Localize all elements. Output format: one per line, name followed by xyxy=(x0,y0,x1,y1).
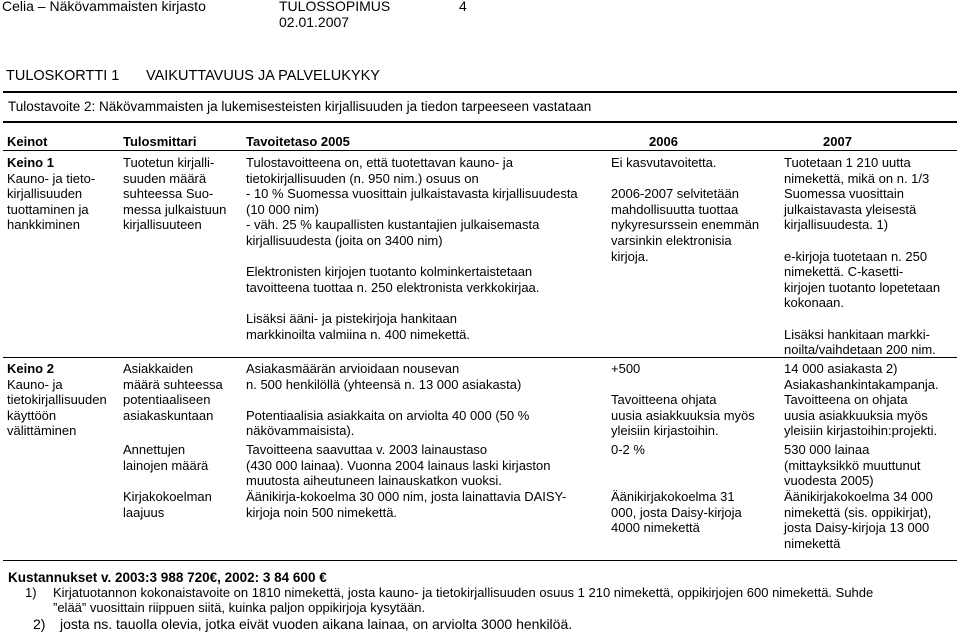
y2006-line: +500 xyxy=(611,361,641,376)
row2b-tulosmittari xyxy=(123,442,208,473)
header-date: 02.01.2007 xyxy=(279,14,350,30)
mittari-line: Kirjakokoelman xyxy=(123,489,212,504)
tavoite-line: markkinoilta valmiina n. 400 nimekettä. xyxy=(246,326,470,342)
mittari-line: messa julkaistuun xyxy=(123,201,227,217)
keino2-line: Kauno- ja xyxy=(7,376,63,392)
tavoite-line: Äänikirja-kokoelma 30 000 nim, josta lainattavia DAISY- xyxy=(246,489,567,504)
y2007-line: 530 000 lainaa xyxy=(784,442,870,457)
rule-header-bottom xyxy=(3,150,957,151)
keino2-title: Keino 2 xyxy=(7,361,54,376)
card-title: VAIKUTTAVUUS JA PALVELUKYKY xyxy=(146,68,380,84)
y2007-line xyxy=(784,311,940,327)
y2006-line: 000, josta Daisy-kirjoja xyxy=(611,504,742,520)
row1-2007 xyxy=(784,155,940,358)
col-header-2006: 2006 xyxy=(649,134,678,149)
y2006-line: Tavoitteena ohjata xyxy=(611,392,717,408)
y2007-line: noilta/vaihdetaan 200 nim. xyxy=(784,342,936,358)
keino1-title: Keino 1 xyxy=(7,155,54,170)
row2a-tavoitetaso xyxy=(246,361,529,439)
footnote-1-line1: Kirjatuotannon kokonaistavoite on 1810 nimekettä, josta kauno- ja tietokirjallisuuden osuus 1 210 nimekettä, oppikirjojen 600 nimekettä. Suhde xyxy=(53,585,874,600)
tavoite-line xyxy=(246,392,529,408)
mittari-line: suuden määrä xyxy=(123,170,207,186)
y2006-line: 0-2 % xyxy=(611,442,645,457)
tavoite-line: tietokirjallisuuden (n. 950 nim.) osuus on xyxy=(246,170,479,186)
row2a-2007 xyxy=(784,361,939,439)
rule-row1-bottom xyxy=(3,357,957,358)
y2007-line: Suomessa vuosittain xyxy=(784,186,904,202)
y2006-line xyxy=(611,171,759,187)
footnote-2-text: josta ns. tauolla olevia, jotka eivät vuoden aikana lainaa, on arviolta 3000 henkilöä. xyxy=(60,616,573,632)
y2007-line: e-kirjoja tuotetaan n. 250 xyxy=(784,248,928,264)
mittari-line: Asiakkaiden xyxy=(123,361,194,376)
col-header-2007: 2007 xyxy=(823,134,852,149)
y2007-line: kirjojen tuotanto lopetetaan xyxy=(784,279,941,295)
y2006-line: Ei kasvutavoitetta. xyxy=(611,155,717,170)
y2007-line: yleisiin kirjastoihin:projekti. xyxy=(784,423,938,439)
row2b-2006 xyxy=(611,442,645,458)
tavoite-line: - väh. 25 % kaupallisten kustantajien julkaisemasta xyxy=(246,217,540,233)
tavoite-line: tavoitteena tuottaa n. 250 elektronista verkkokirjaa. xyxy=(246,279,540,295)
footnote-1-line2: ”elää” vuosittain riippuen siitä, kuinka paljon oppikirjoja kysytään. xyxy=(53,600,426,615)
tavoite-line: Asiakasmäärän arvioidaan nousevan xyxy=(246,361,460,376)
y2007-line: Tuotetaan 1 210 uutta xyxy=(784,155,911,170)
tavoite-line: muutosta aiheutuneen lainauskatkon vuoksi. xyxy=(246,473,502,489)
tavoite-line: n. 500 henkilöllä (yhteensä n. 13 000 asiakasta) xyxy=(246,376,522,392)
y2006-line: yleisiin kirjastoihin. xyxy=(611,423,719,439)
footnote-1-number: 1) xyxy=(25,585,37,600)
tavoite-line: - 10 % Suomessa vuosittain julkaistavasta kirjallisuudesta xyxy=(246,186,578,202)
y2007-line: (mittayksikkö muuttunut xyxy=(784,457,921,473)
y2007-line: kirjallisuudesta. 1) xyxy=(784,217,889,233)
y2006-line: kirjoja. xyxy=(611,248,649,264)
y2006-line xyxy=(611,377,755,393)
keino2-line: tietokirjallisuuden xyxy=(7,392,107,408)
tavoite-line: Potentiaalisia asiakkaita on arviolta 40 000 (50 % xyxy=(246,407,530,423)
row2c-2006 xyxy=(611,489,742,536)
y2007-line: kokonaan. xyxy=(784,295,844,311)
tavoite-line xyxy=(246,295,578,311)
rule-top xyxy=(3,91,957,93)
keino1-line: hankkiminen xyxy=(7,217,80,233)
y2007-line: nimekettä (sis. oppikirjat), xyxy=(784,504,932,520)
y2007-line: Lisäksi hankitaan markki- xyxy=(784,326,930,342)
header-doc-title: TULOSSOPIMUS xyxy=(279,0,391,14)
tavoite-line: kirjallisuudesta (joita on 3400 nim) xyxy=(246,232,443,248)
y2007-line: julkaistavasta yleisestä xyxy=(784,201,917,217)
keino1-line: kirjallisuuden xyxy=(7,186,83,202)
row2b-2007 xyxy=(784,442,921,489)
col-header-tulosmittari: Tulosmittari xyxy=(123,134,197,149)
y2007-line: nimekettä. C-kasetti- xyxy=(784,264,904,280)
tavoite-line: Tavoitteena saavuttaa v. 2003 lainaustaso xyxy=(246,442,488,457)
y2006-line: uusia asiakkuuksia myös xyxy=(611,407,755,423)
tavoite-line: kirjoja noin 500 nimekettä. xyxy=(246,504,398,520)
keino2-line: käyttöön xyxy=(7,407,57,423)
y2007-line: nimekettä, mikä on n. 1/3 xyxy=(784,170,930,186)
y2007-line xyxy=(784,233,940,249)
row2-keinot xyxy=(7,361,107,439)
row1-2006 xyxy=(611,155,759,264)
tavoite-line: Lisäksi ääni- ja pistekirjoja hankitaan xyxy=(246,310,458,326)
mittari-line: potentiaaliseen xyxy=(123,392,211,408)
tavoite-line: Tulostavoitteena on, että tuotettavan kauno- ja xyxy=(246,155,513,170)
y2006-line: varsinkin elektronisia xyxy=(611,232,732,248)
y2007-line: Asiakashankintakampanja. xyxy=(784,376,939,392)
mittari-line: asiakaskuntaan xyxy=(123,407,214,423)
row2a-tulosmittari xyxy=(123,361,223,423)
keino2-line: välittäminen xyxy=(7,423,77,439)
col-header-tavoitetaso: Tavoitetaso 2005 xyxy=(246,134,350,149)
mittari-line: laajuus xyxy=(123,504,165,520)
tavoite-line: (10 000 nim) xyxy=(246,201,319,217)
y2007-line: Äänikirjakokoelma 34 000 xyxy=(784,489,933,504)
keino1-line: tuottaminen ja xyxy=(7,201,89,217)
mittari-line: lainojen määrä xyxy=(123,457,209,473)
row2a-2006 xyxy=(611,361,755,439)
keino1-line: Kauno- ja tieto- xyxy=(7,170,96,186)
y2007-line: vuodesta 2005) xyxy=(784,473,874,489)
row2c-tavoitetaso xyxy=(246,489,566,520)
card-label: TULOSKORTTI 1 xyxy=(6,68,120,84)
y2006-line: nykyresurssein enemmän xyxy=(611,217,760,233)
y2007-line: nimekettä xyxy=(784,535,841,551)
row2b-tavoitetaso xyxy=(246,442,551,489)
goal-text: Tulostavoite 2: Näkövammaisten ja lukemisesteisten kirjallisuuden ja tiedon tarpeeseen vastataan xyxy=(8,99,592,114)
y2007-line: Tavoitteena on ohjata xyxy=(784,392,908,408)
y2006-line: 4000 nimekettä xyxy=(611,520,700,536)
y2006-line: mahdollisuutta tuottaa xyxy=(611,201,739,217)
tavoite-line xyxy=(246,249,578,265)
y2007-line: uusia asiakkuuksia myös xyxy=(784,407,928,423)
mittari-line: määrä suhteessa xyxy=(123,376,223,392)
mittari-line: kirjallisuuteen xyxy=(123,217,202,233)
tavoite-line: näkövammaisista). xyxy=(246,423,355,439)
y2007-line: josta Daisy-kirjoja 13 000 xyxy=(784,520,930,536)
header-org: Celia – Näkövammaisten kirjasto xyxy=(2,0,206,14)
y2006-line: Äänikirjakokoelma 31 xyxy=(611,489,735,504)
y2007-line: 14 000 asiakasta 2) xyxy=(784,361,898,376)
costs-line: Kustannukset v. 2003:3 988 720€, 2002: 3 84 600 € xyxy=(8,570,327,585)
mittari-line: suhteessa Suo- xyxy=(123,186,214,202)
page-number: 4 xyxy=(459,0,467,14)
tavoite-line: (430 000 lainaa). Vuonna 2004 lainaus laski kirjaston xyxy=(246,457,551,473)
row2c-2007 xyxy=(784,489,933,551)
row1-tulosmittari xyxy=(123,155,226,233)
y2006-line: 2006-2007 selvitetään xyxy=(611,186,739,202)
row2c-tulosmittari xyxy=(123,489,212,520)
mittari-line: Annettujen xyxy=(123,442,186,457)
mittari-line: Tuotetun kirjalli- xyxy=(123,155,215,170)
row1-tavoitetaso xyxy=(246,155,578,342)
footnote-2-number: 2) xyxy=(33,616,46,632)
rule-goal-bottom xyxy=(3,121,957,123)
rule-table-bottom xyxy=(3,560,957,561)
col-header-keinot: Keinot xyxy=(7,134,48,149)
tavoite-line: Elektronisten kirjojen tuotanto kolminkertaistetaan xyxy=(246,264,533,280)
row1-keinot xyxy=(7,155,95,233)
